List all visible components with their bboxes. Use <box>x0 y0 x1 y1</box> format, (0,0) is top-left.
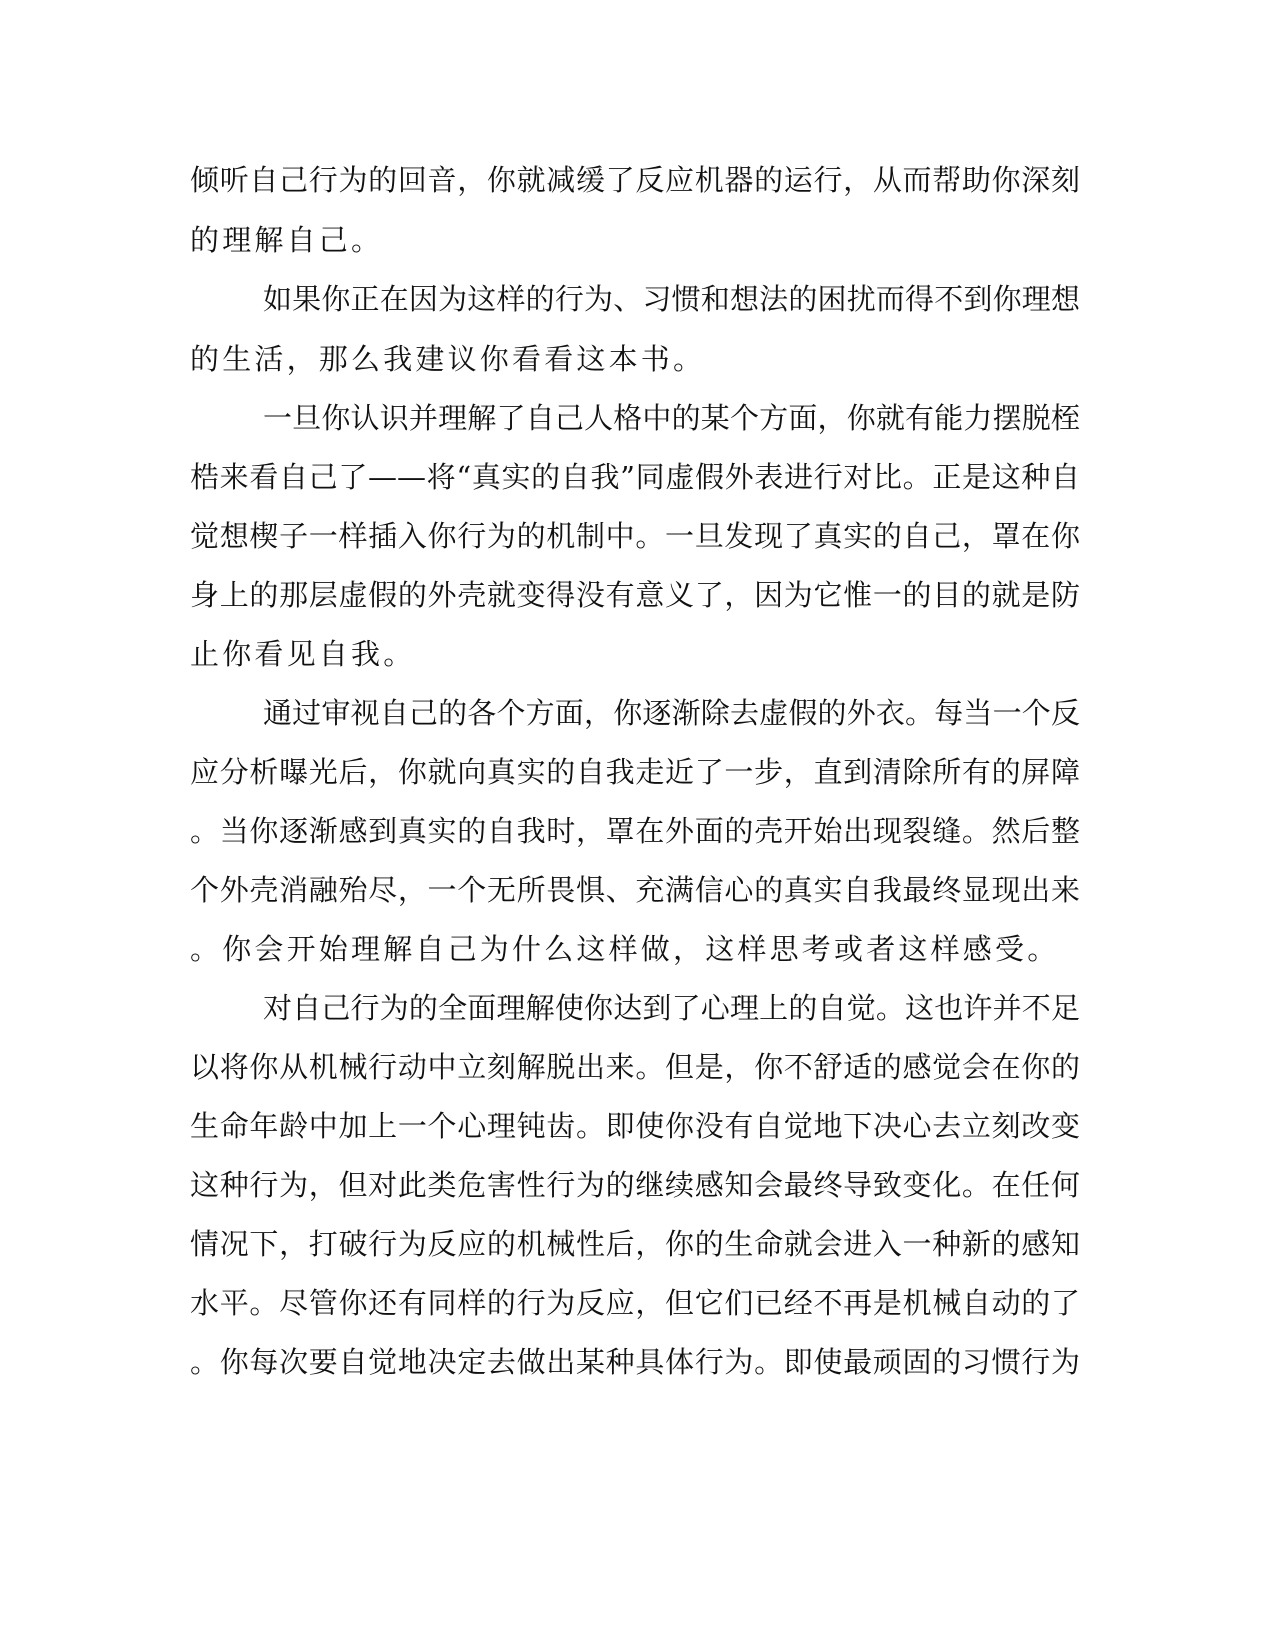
text-line: 以将你从机械行动中立刻解脱出来。但是，你不舒适的感觉会在你的 <box>190 1050 1080 1084</box>
text-line: 止你看见自我。 <box>190 637 416 671</box>
text-line: 这种行为，但对此类危害性行为的继续感知会最终导致变化。在任何 <box>190 1168 1080 1202</box>
text-line: 。你会开始理解自己为什么这样做，这样思考或者这样感受。 <box>190 932 1060 966</box>
paragraph-first-line: 如果你正在因为这样的行为、习惯和想法的困扰而得不到你理想 <box>263 282 1080 316</box>
paragraph-first-line: 对自己行为的全面理解使你达到了心理上的自觉。这也许并不足 <box>263 991 1080 1025</box>
text-line: 。你每次要自觉地决定去做出某种具体行为。即使最顽固的习惯行为 <box>190 1345 1080 1379</box>
text-line: 倾听自己行为的回音，你就减缓了反应机器的运行，从而帮助你深刻 <box>190 163 1080 197</box>
text-line: 觉想楔子一样插入你行为的机制中。一旦发现了真实的自己，罩在你 <box>190 519 1080 553</box>
text-line: 。当你逐渐感到真实的自我时，罩在外面的壳开始出现裂缝。然后整 <box>190 814 1080 848</box>
paragraph-first-line: 一旦你认识并理解了自己人格中的某个方面，你就有能力摆脱桎 <box>263 401 1080 435</box>
text-line: 的理解自己。 <box>190 223 384 257</box>
text-line: 身上的那层虚假的外壳就变得没有意义了，因为它惟一的目的就是防 <box>190 578 1080 612</box>
paragraph-first-line: 通过审视自己的各个方面，你逐渐除去虚假的外衣。每当一个反 <box>263 696 1080 730</box>
text-line: 情况下，打破行为反应的机械性后，你的生命就会进入一种新的感知 <box>190 1227 1080 1261</box>
text-line: 水平。尽管你还有同样的行为反应，但它们已经不再是机械自动的了 <box>190 1286 1080 1320</box>
text-line: 应分析曝光后，你就向真实的自我走近了一步，直到清除所有的屏障 <box>190 755 1080 789</box>
text-line: 梏来看自己了——将“真实的自我”同虚假外表进行对比。正是这种自 <box>190 460 1080 494</box>
text-line: 生命年龄中加上一个心理钝齿。即使你没有自觉地下决心去立刻改变 <box>190 1109 1080 1143</box>
text-line: 个外壳消融殆尽，一个无所畏惧、充满信心的真实自我最终显现出来 <box>190 873 1080 907</box>
text-line: 的生活，那么我建议你看看这本书。 <box>190 342 706 376</box>
